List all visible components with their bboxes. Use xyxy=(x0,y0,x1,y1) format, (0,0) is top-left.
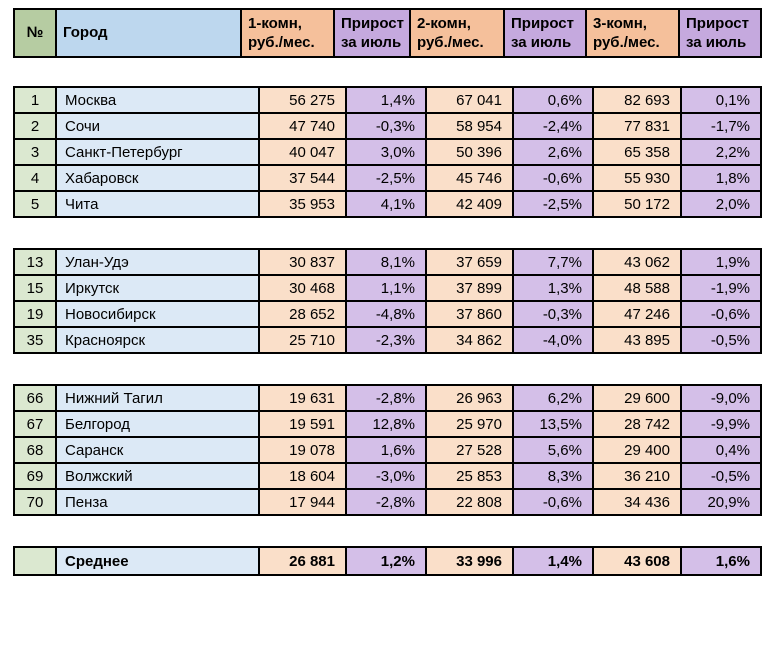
num-cell: 15 xyxy=(14,275,56,301)
growth-1room-cell: 1,6% xyxy=(346,437,426,463)
num-cell: 69 xyxy=(14,463,56,489)
price-2room-cell: 27 528 xyxy=(426,437,513,463)
price-2room-cell: 25 853 xyxy=(426,463,513,489)
header-growth-1room: Прирост за июль xyxy=(334,9,410,57)
price-2room-cell: 37 659 xyxy=(426,249,513,275)
price-1room-cell: 19 631 xyxy=(259,385,346,411)
growth-3room-cell: -0,5% xyxy=(681,327,761,353)
price-3room-cell: 55 930 xyxy=(593,165,681,191)
price-3room-cell: 82 693 xyxy=(593,87,681,113)
price-2room-cell: 26 963 xyxy=(426,385,513,411)
city-cell: Саранск xyxy=(56,437,259,463)
average-label-cell: Среднее xyxy=(56,547,259,575)
price-1room-cell: 18 604 xyxy=(259,463,346,489)
table-row xyxy=(14,275,761,301)
price-1room-cell: 19 078 xyxy=(259,437,346,463)
price-1room-cell: 25 710 xyxy=(259,327,346,353)
num-cell: 67 xyxy=(14,411,56,437)
num-cell: 66 xyxy=(14,385,56,411)
growth-2room-cell: -4,0% xyxy=(513,327,593,353)
city-cell: Красноярск xyxy=(56,327,259,353)
num-cell: 3 xyxy=(14,139,56,165)
growth-3room-cell: 20,9% xyxy=(681,489,761,515)
table-row xyxy=(14,437,761,463)
city-cell: Улан-Удэ xyxy=(56,249,259,275)
price-3room-cell: 47 246 xyxy=(593,301,681,327)
num-cell: 13 xyxy=(14,249,56,275)
price-2room-cell: 67 041 xyxy=(426,87,513,113)
growth-2room-cell: -0,3% xyxy=(513,301,593,327)
price-1room-cell: 30 468 xyxy=(259,275,346,301)
average-growth-2room-cell: 1,4% xyxy=(513,547,593,575)
city-cell: Пенза xyxy=(56,489,259,515)
city-cell: Хабаровск xyxy=(56,165,259,191)
price-2room-cell: 37 899 xyxy=(426,275,513,301)
price-3room-cell: 36 210 xyxy=(593,463,681,489)
price-3room-cell: 65 358 xyxy=(593,139,681,165)
growth-1room-cell: 1,1% xyxy=(346,275,426,301)
price-1room-cell: 35 953 xyxy=(259,191,346,217)
growth-2room-cell: 0,6% xyxy=(513,87,593,113)
price-3room-cell: 50 172 xyxy=(593,191,681,217)
price-2room-cell: 58 954 xyxy=(426,113,513,139)
growth-2room-cell: 5,6% xyxy=(513,437,593,463)
growth-1room-cell: 12,8% xyxy=(346,411,426,437)
growth-1room-cell: 1,4% xyxy=(346,87,426,113)
growth-3room-cell: -0,5% xyxy=(681,463,761,489)
table-row xyxy=(14,191,761,217)
growth-2room-cell: -2,4% xyxy=(513,113,593,139)
growth-2room-cell: 13,5% xyxy=(513,411,593,437)
price-3room-cell: 43 895 xyxy=(593,327,681,353)
header-price-1room: 1-комн, руб./мес. xyxy=(241,9,334,57)
growth-1room-cell: -0,3% xyxy=(346,113,426,139)
header-price-3room: 3-комн, руб./мес. xyxy=(586,9,679,57)
growth-1room-cell: -3,0% xyxy=(346,463,426,489)
growth-2room-cell: 6,2% xyxy=(513,385,593,411)
growth-2room-cell: -0,6% xyxy=(513,489,593,515)
growth-3room-cell: 0,1% xyxy=(681,87,761,113)
price-1room-cell: 17 944 xyxy=(259,489,346,515)
table-row xyxy=(14,113,761,139)
price-2room-cell: 25 970 xyxy=(426,411,513,437)
city-group-table-3 xyxy=(13,384,762,516)
growth-1room-cell: 4,1% xyxy=(346,191,426,217)
growth-2room-cell: 2,6% xyxy=(513,139,593,165)
city-cell: Белгород xyxy=(56,411,259,437)
header-num: № xyxy=(14,9,56,57)
price-2room-cell: 45 746 xyxy=(426,165,513,191)
price-3room-cell: 29 400 xyxy=(593,437,681,463)
num-cell: 5 xyxy=(14,191,56,217)
growth-2room-cell: 7,7% xyxy=(513,249,593,275)
price-3room-cell: 29 600 xyxy=(593,385,681,411)
growth-3room-cell: -9,0% xyxy=(681,385,761,411)
header-city: Город xyxy=(56,9,241,57)
price-1room-cell: 37 544 xyxy=(259,165,346,191)
growth-1room-cell: -2,3% xyxy=(346,327,426,353)
price-3room-cell: 34 436 xyxy=(593,489,681,515)
price-2room-cell: 42 409 xyxy=(426,191,513,217)
price-3room-cell: 48 588 xyxy=(593,275,681,301)
growth-1room-cell: -4,8% xyxy=(346,301,426,327)
table-row xyxy=(14,489,761,515)
table-row xyxy=(14,165,761,191)
city-group-table-1 xyxy=(13,86,762,218)
table-row xyxy=(14,301,761,327)
price-2room-cell: 50 396 xyxy=(426,139,513,165)
average-row xyxy=(14,547,761,575)
price-1room-cell: 30 837 xyxy=(259,249,346,275)
city-cell: Москва xyxy=(56,87,259,113)
price-1room-cell: 56 275 xyxy=(259,87,346,113)
growth-3room-cell: -1,9% xyxy=(681,275,761,301)
table-row xyxy=(14,87,761,113)
city-group-table-2 xyxy=(13,248,762,354)
growth-2room-cell: -2,5% xyxy=(513,191,593,217)
average-price-3room-cell: 43 608 xyxy=(593,547,681,575)
average-table xyxy=(13,546,762,576)
table-row xyxy=(14,411,761,437)
num-cell: 4 xyxy=(14,165,56,191)
price-3room-cell: 77 831 xyxy=(593,113,681,139)
num-cell: 1 xyxy=(14,87,56,113)
average-growth-1room-cell: 1,2% xyxy=(346,547,426,575)
city-cell: Иркутск xyxy=(56,275,259,301)
table-row xyxy=(14,249,761,275)
table-row xyxy=(14,327,761,353)
city-cell: Сочи xyxy=(56,113,259,139)
num-cell: 70 xyxy=(14,489,56,515)
growth-1room-cell: 3,0% xyxy=(346,139,426,165)
table-header xyxy=(13,8,762,58)
city-cell: Чита xyxy=(56,191,259,217)
header-growth-3room: Прирост за июль xyxy=(679,9,761,57)
growth-3room-cell: 2,0% xyxy=(681,191,761,217)
price-2room-cell: 22 808 xyxy=(426,489,513,515)
header-growth-2room: Прирост за июль xyxy=(504,9,586,57)
growth-3room-cell: 1,8% xyxy=(681,165,761,191)
table-row xyxy=(14,139,761,165)
growth-2room-cell: -0,6% xyxy=(513,165,593,191)
header-row xyxy=(14,9,761,57)
average-growth-3room-cell: 1,6% xyxy=(681,547,761,575)
growth-2room-cell: 8,3% xyxy=(513,463,593,489)
header-price-2room: 2-комн, руб./мес. xyxy=(410,9,504,57)
average-num-cell xyxy=(14,547,56,575)
average-price-1room-cell: 26 881 xyxy=(259,547,346,575)
price-1room-cell: 28 652 xyxy=(259,301,346,327)
num-cell: 19 xyxy=(14,301,56,327)
growth-1room-cell: -2,8% xyxy=(346,489,426,515)
price-3room-cell: 28 742 xyxy=(593,411,681,437)
growth-1room-cell: -2,8% xyxy=(346,385,426,411)
growth-2room-cell: 1,3% xyxy=(513,275,593,301)
num-cell: 68 xyxy=(14,437,56,463)
growth-3room-cell: 1,9% xyxy=(681,249,761,275)
average-price-2room-cell: 33 996 xyxy=(426,547,513,575)
table-row xyxy=(14,463,761,489)
price-1room-cell: 47 740 xyxy=(259,113,346,139)
growth-1room-cell: 8,1% xyxy=(346,249,426,275)
city-cell: Новосибирск xyxy=(56,301,259,327)
growth-3room-cell: 0,4% xyxy=(681,437,761,463)
growth-3room-cell: 2,2% xyxy=(681,139,761,165)
price-2room-cell: 34 862 xyxy=(426,327,513,353)
growth-3room-cell: -0,6% xyxy=(681,301,761,327)
growth-1room-cell: -2,5% xyxy=(346,165,426,191)
price-1room-cell: 19 591 xyxy=(259,411,346,437)
price-1room-cell: 40 047 xyxy=(259,139,346,165)
num-cell: 2 xyxy=(14,113,56,139)
growth-3room-cell: -1,7% xyxy=(681,113,761,139)
num-cell: 35 xyxy=(14,327,56,353)
price-2room-cell: 37 860 xyxy=(426,301,513,327)
price-3room-cell: 43 062 xyxy=(593,249,681,275)
table-row xyxy=(14,385,761,411)
city-cell: Волжский xyxy=(56,463,259,489)
table-body-groups xyxy=(13,86,777,516)
city-cell: Нижний Тагил xyxy=(56,385,259,411)
growth-3room-cell: -9,9% xyxy=(681,411,761,437)
city-cell: Санкт-Петербург xyxy=(56,139,259,165)
